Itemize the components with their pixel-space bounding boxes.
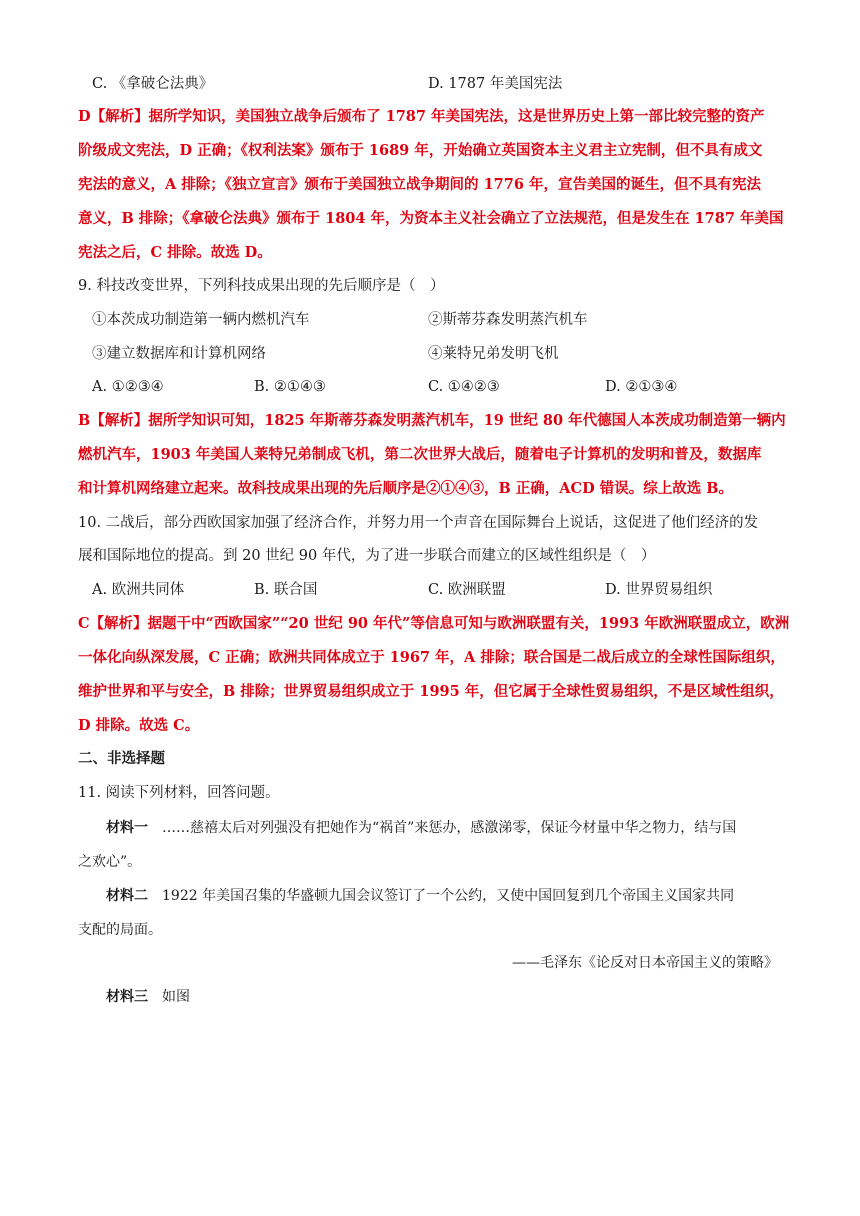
material-1-line-2: 之欢心”。: [78, 854, 142, 870]
q8-analysis-line: D【解析】据所学知识，美国独立战争后颁布了 1787 年美国宪法，这是世界历史上第一部比较完整的资产: [78, 108, 765, 125]
q9-item-4: ④莱特兄弟发明飞机: [428, 346, 559, 362]
q10-stem-line: 10. 二战后，部分西欧国家加强了经济合作，并努力用一个声音在国际舞台上说话，这促进了他们经济的发: [78, 515, 759, 531]
q8-analysis-line: 宪法之后，C 排除。故选 D。: [78, 244, 272, 261]
q9-item-2: ②斯蒂芬森发明蒸汽机车: [428, 312, 588, 328]
q8-analysis-line: 意义，B 排除；《拿破仑法典》颁布于 1804 年，为资本主义社会确立了立法规范，但是发生在 1787 年美国: [78, 210, 784, 227]
material-3-line: [106, 987, 812, 1007]
material-3-label: 材料三: [106, 989, 148, 1005]
q9-option-a: A. ①②③④: [92, 379, 164, 395]
material-1-text: ……慈禧太后对列强没有把她作为“祸首”来惩办，感激涕零，保证今材量中华之物力，结与国: [162, 820, 737, 836]
q8-option-c: C. 《拿破仑法典》: [92, 76, 214, 92]
q10-analysis-line: C【解析】据题干中“西欧国家”“20 世纪 90 年代”等信息可知与欧洲联盟有关，1993 年欧洲联盟成立，欧洲: [78, 615, 790, 632]
q8-analysis-line: 阶级成文宪法，D 正确；《权利法案》颁布于 1689 年，开始确立英国资本主义君主立宪制，但不具有成文: [78, 142, 763, 159]
q10-analysis-line: 维护世界和平与安全，B 排除；世界贸易组织成立于 1995 年，但它属于全球性贸易组织，不是区域性组织，: [78, 683, 784, 700]
q9-option-d: D. ②①③④: [605, 379, 678, 395]
material-1-label: 材料一: [106, 820, 148, 836]
section-heading: 二、非选择题: [78, 750, 165, 767]
q9-stem: 9. 科技改变世界，下列科技成果出现的先后顺序是（ ）: [78, 278, 445, 294]
q10-option-c: C. 欧洲联盟: [428, 582, 506, 598]
q9-analysis-line: B【解析】据所学知识可知，1825 年斯蒂芬森发明蒸汽机车，19 世纪 80 年代德国人本茨成功制造第一辆内: [78, 412, 786, 429]
material-3-text: 如图: [162, 989, 190, 1005]
q9-item-1: ①本茨成功制造第一辆内燃机汽车: [92, 312, 310, 328]
q9-option-b: B. ②①④③: [254, 379, 326, 395]
q9-analysis-line: 燃机汽车，1903 年美国人莱特兄弟制成飞机，第二次世界大战后，随着电子计算机的发明和普及，数据库: [78, 446, 762, 463]
q9-analysis-line: 和计算机网络建立起来。故科技成果出现的先后顺序是②①④③，B 正确，ACD 错误。综上故选 B。: [78, 480, 734, 497]
material-2-text: 1922 年美国召集的华盛顿九国会议签订了一个公约，又使中国回复到几个帝国主义国家共同: [162, 888, 735, 904]
q8-option-d: D. 1787 年美国宪法: [428, 76, 563, 92]
material-1-line: [106, 818, 812, 838]
q10-analysis-line: 一体化向纵深发展，C 正确；欧洲共同体成立于 1967 年，A 排除；联合国是二战后成立的全球性国际组织，: [78, 649, 785, 666]
q10-option-b: B. 联合国: [254, 582, 318, 598]
q8-analysis-line: 宪法的意义，A 排除；《独立宣言》颁布于美国独立战争期间的 1776 年，宣告美国的诞生，但不具有宪法: [78, 176, 761, 193]
q11-stem: 11. 阅读下列材料，回答问题。: [78, 785, 280, 801]
q10-option-d: D. 世界贸易组织: [605, 582, 713, 598]
q10-option-a: A. 欧洲共同体: [92, 582, 185, 598]
material-2-line: [106, 886, 812, 906]
q10-stem-line: 展和国际地位的提高。到 20 世纪 90 年代，为了进一步联合而建立的区域性组织是（ ）: [78, 548, 656, 564]
material-2-line-2: 支配的局面。: [78, 922, 162, 938]
q9-item-3: ③建立数据库和计算机网络: [92, 346, 266, 362]
material-2-source: ——毛泽东《论反对日本帝国主义的策略》: [512, 955, 778, 971]
q9-option-c: C. ①④②③: [428, 379, 500, 395]
material-2-label: 材料二: [106, 888, 148, 904]
q10-analysis-line: D 排除。故选 C。: [78, 717, 200, 734]
